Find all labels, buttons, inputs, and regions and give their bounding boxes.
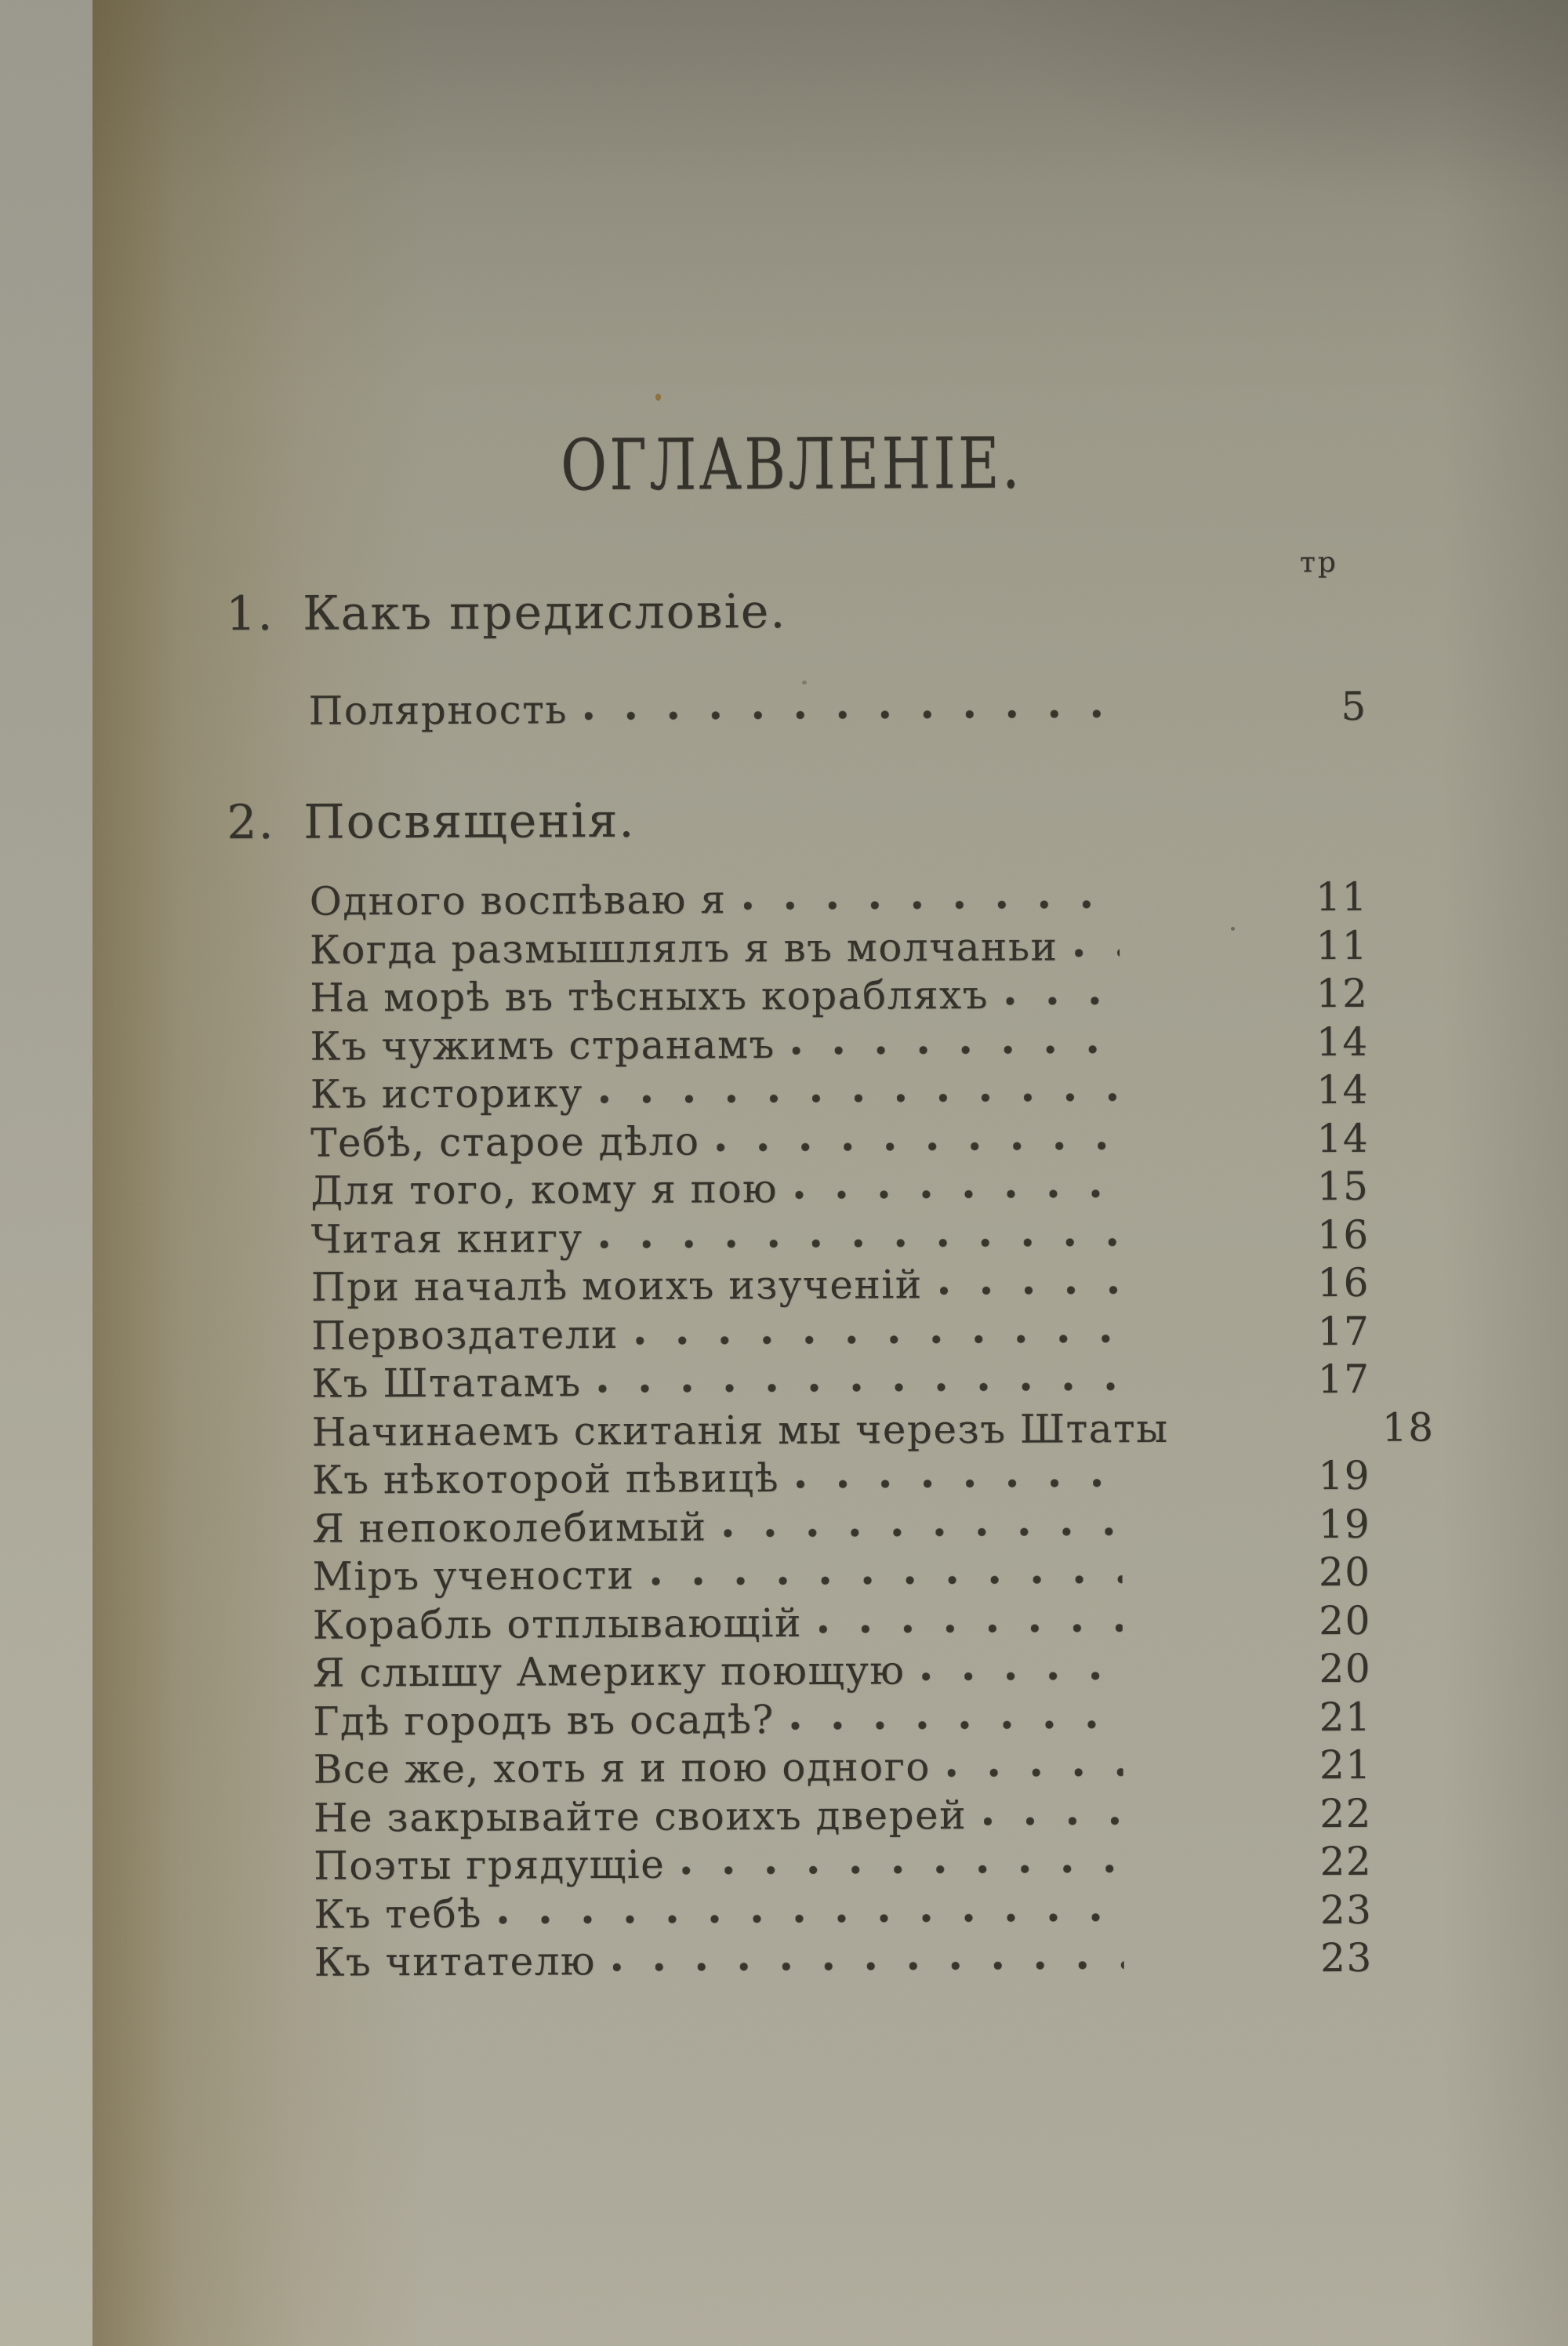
toc-entry [230, 1643, 1371, 1696]
entry-title: Читая книгу [310, 1215, 583, 1262]
entry-page: 16 [1316, 1211, 1370, 1258]
entry-title: Къ тебѣ [314, 1890, 482, 1937]
leader-dots [940, 1285, 1121, 1295]
entry-title: Одного воспѣваю я [309, 877, 727, 924]
leader-dots [601, 1092, 1120, 1104]
entry-page: 23 [1319, 1887, 1373, 1933]
toc-entry [227, 1016, 1368, 1070]
entry-title: Къ читателю [314, 1938, 597, 1985]
entry-title: Полярность [308, 686, 568, 734]
leader-dots [652, 1574, 1122, 1586]
leader-dots [499, 1912, 1124, 1924]
leader-dots [724, 1527, 1123, 1538]
book-page-edges [0, 0, 93, 2346]
entry-title: Къ нѣкоторой пѣвицѣ [311, 1455, 780, 1503]
entry-title: Все же, хоть я и пою одного [313, 1744, 931, 1792]
section-heading: Какъ предисловіе. [303, 584, 787, 641]
entry-page: 14 [1316, 1066, 1369, 1113]
entry-title: Корабль отплывающій [312, 1600, 802, 1648]
toc-entry [231, 1836, 1372, 1889]
toc-section [227, 790, 1435, 1985]
leader-dots [599, 1382, 1122, 1393]
toc-entry [227, 968, 1368, 1021]
toc-entry [230, 1546, 1370, 1600]
entry-page: 11 [1316, 922, 1369, 968]
page-column-header: тр [1299, 546, 1339, 579]
entry-title: Начинаемъ скитанія мы черезъ Штаты [311, 1405, 1169, 1455]
entry-title: Не закрывайте своихъ дверей [313, 1792, 967, 1841]
leader-dots [613, 1960, 1124, 1972]
leader-dots [601, 1237, 1121, 1249]
entry-title: При началѣ моихъ изученій [310, 1262, 923, 1310]
entry-page: 14 [1316, 1019, 1369, 1065]
entry-title: Къ историку [310, 1070, 583, 1117]
leader-dots [585, 709, 1119, 721]
leader-dots [743, 899, 1119, 910]
section-heading: Посвященія. [303, 793, 636, 850]
toc-entry [230, 1450, 1370, 1503]
leader-dots [792, 1720, 1123, 1730]
toc-entry [232, 1932, 1373, 1985]
leader-dots [795, 1189, 1120, 1200]
toc-entry [231, 1788, 1372, 1841]
entry-page: 17 [1317, 1356, 1370, 1403]
toc-entry [229, 1353, 1370, 1407]
entry-page: 20 [1319, 1645, 1372, 1692]
leader-dots [922, 1671, 1123, 1681]
toc-entry [230, 1402, 1435, 1455]
toc-entry [229, 1209, 1370, 1262]
entry-page: 23 [1319, 1934, 1373, 1981]
entry-title: Первоздатели [311, 1311, 619, 1359]
toc-entry [227, 920, 1368, 973]
entry-title: Я слышу Америку поющую [312, 1647, 906, 1696]
leader-dots [1006, 996, 1120, 1006]
toc-entry [229, 1257, 1370, 1310]
entry-title: На морѣ въ тѣсныхъ корабляхъ [310, 971, 989, 1021]
leader-dots [819, 1623, 1123, 1634]
entry-page: 22 [1319, 1790, 1373, 1836]
sections [226, 582, 1435, 1985]
entry-page: 17 [1317, 1308, 1370, 1354]
section-head [226, 582, 1367, 642]
entry-title: Тебѣ, старое дѣло [310, 1118, 700, 1166]
entry-title: Я непоколебимый [312, 1504, 707, 1552]
toc-entry [230, 1498, 1370, 1552]
entry-title: Міръ учености [312, 1552, 635, 1600]
leader-dots [636, 1334, 1121, 1346]
page-title-text: ОГЛАВЛЕНІЕ. [560, 422, 1022, 507]
section-number: 2. [227, 794, 275, 850]
entry-page: 20 [1319, 1597, 1371, 1643]
toc-entry [228, 1160, 1369, 1214]
entry-page: 20 [1318, 1549, 1371, 1596]
section-rows [227, 871, 1435, 1985]
toc-entry [229, 1306, 1370, 1359]
book-page [93, 0, 1568, 2346]
entry-title: Когда размышлялъ я въ молчаньи [309, 924, 1058, 973]
toc-entry [228, 1064, 1369, 1117]
entry-title: Къ Штатамъ [311, 1360, 582, 1407]
entry-page: 21 [1319, 1741, 1372, 1789]
entry-page: 15 [1316, 1163, 1370, 1210]
toc-entry [230, 1595, 1371, 1648]
toc-section [226, 582, 1367, 734]
section-head [227, 790, 1367, 850]
toc-entry [227, 871, 1368, 924]
toc-entry [230, 1691, 1371, 1745]
leader-dots [682, 1864, 1123, 1875]
entry-page: 12 [1316, 970, 1369, 1017]
leader-dots [984, 1816, 1123, 1826]
section-number: 1. [226, 586, 274, 642]
entry-title: Поэты грядущіе [314, 1841, 666, 1889]
leader-dots [797, 1478, 1122, 1489]
leader-dots [793, 1044, 1120, 1055]
entry-page: 5 [1341, 683, 1367, 729]
toc-entry [227, 681, 1367, 734]
entry-page: 14 [1316, 1115, 1370, 1161]
toc-entry [228, 1113, 1369, 1166]
entry-page: 18 [1381, 1404, 1435, 1451]
entry-page: 22 [1319, 1838, 1373, 1885]
leader-dots [717, 1141, 1120, 1152]
toc-content [223, 0, 1435, 2346]
entry-title: Гдѣ городъ въ осадѣ? [313, 1696, 775, 1745]
entry-page: 19 [1318, 1452, 1371, 1499]
entry-page: 16 [1317, 1259, 1370, 1306]
entry-page: 11 [1316, 873, 1368, 921]
entry-title: Къ чужимъ странамъ [310, 1021, 775, 1070]
leader-dots [1075, 948, 1120, 957]
page-title [225, 421, 1366, 508]
entry-title: Для того, кому я пою [310, 1166, 779, 1214]
toc-entry [231, 1884, 1372, 1937]
section-rows [227, 681, 1367, 734]
entry-page: 21 [1319, 1694, 1372, 1740]
toc-entry [230, 1739, 1371, 1792]
entry-page: 19 [1318, 1501, 1371, 1547]
leader-dots [948, 1767, 1123, 1778]
